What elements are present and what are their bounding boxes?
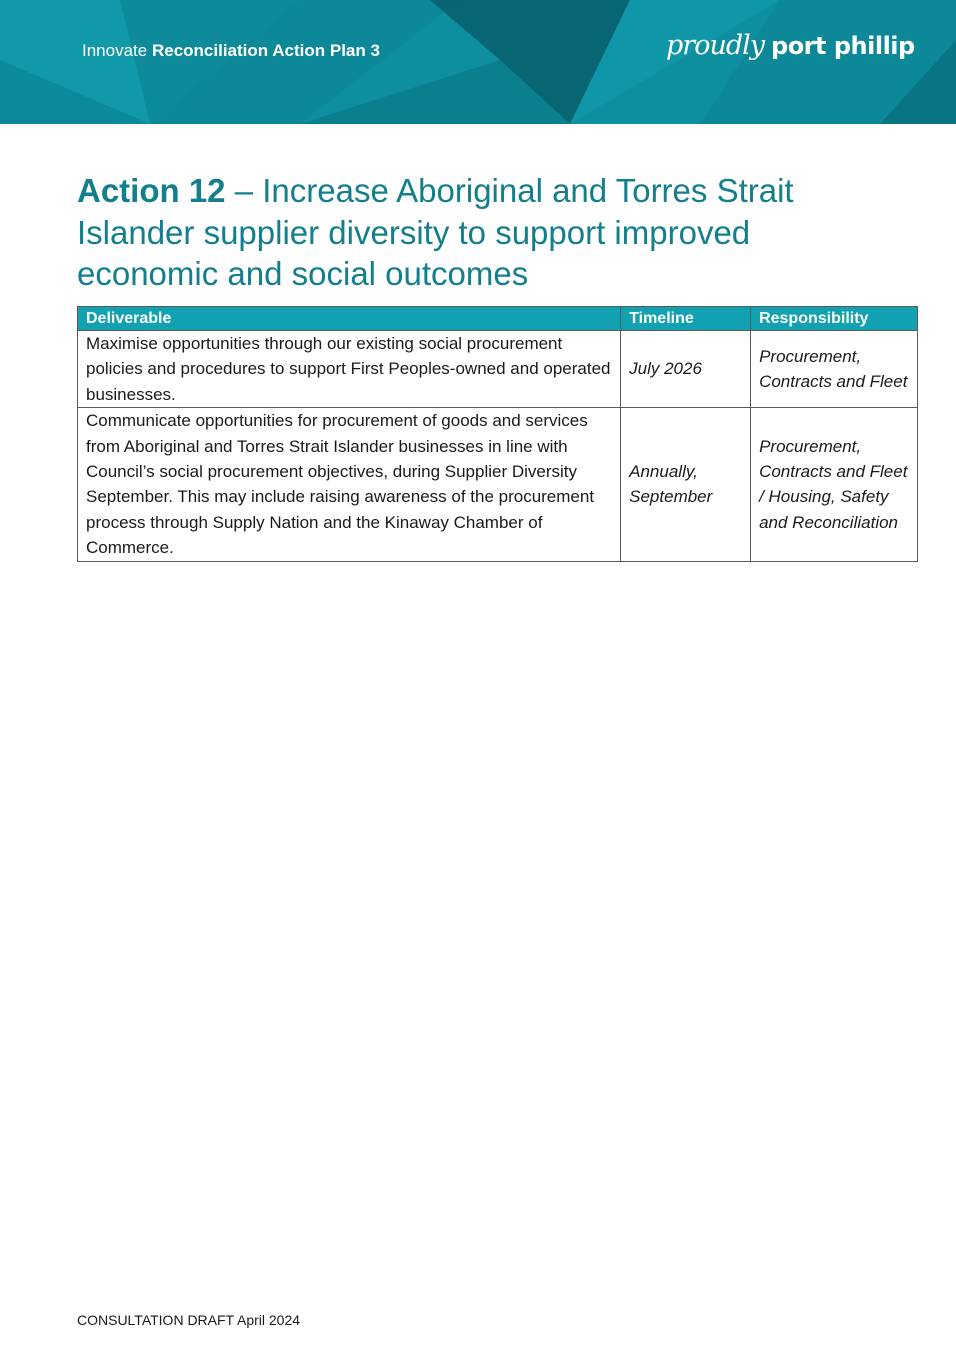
table-row (78, 408, 918, 561)
action-description: – Increase Aboriginal and Torres Strait Islander supplier diversity to support improved economic and social outcomes (77, 172, 794, 292)
responsibility-cell: Procurement, Contracts and Fleet (751, 331, 918, 408)
footer-draft-label: CONSULTATION DRAFT April 2024 (77, 1312, 301, 1328)
column-header-responsibility: Responsibility (751, 307, 918, 331)
document-title: Innovate Reconciliation Action Plan 3 (82, 41, 380, 60)
table-row (78, 331, 918, 408)
timeline-cell: July 2026 (621, 331, 751, 408)
deliverable-cell: Communicate opportunities for procurement of goods and services from Aboriginal and Torres Strait Islander businesses in line with Council’s social procurement objectives, during Supplier Diversity September. This may include raising awareness of the procurement process through Supply Nation and the Kinaway Chamber of Commerce. (78, 408, 621, 561)
action-heading (77, 170, 877, 295)
deliverable-cell: Maximise opportunities through our existing social procurement policies and procedures to support First Peoples-owned and operated businesses. (78, 331, 621, 408)
column-header-deliverable: Deliverable (78, 307, 621, 331)
responsibility-cell: Procurement, Contracts and Fleet / Housing, Safety and Reconciliation (751, 408, 918, 561)
deliverables-table (77, 306, 918, 562)
table-header-row (78, 307, 918, 331)
header-banner (0, 0, 956, 124)
timeline-cell: Annually, September (621, 408, 751, 561)
proudly-port-phillip-logo: proudly port phillip (666, 30, 915, 61)
action-number: Action 12 (77, 172, 226, 209)
column-header-timeline: Timeline (621, 307, 751, 331)
banner-pattern (0, 0, 956, 124)
